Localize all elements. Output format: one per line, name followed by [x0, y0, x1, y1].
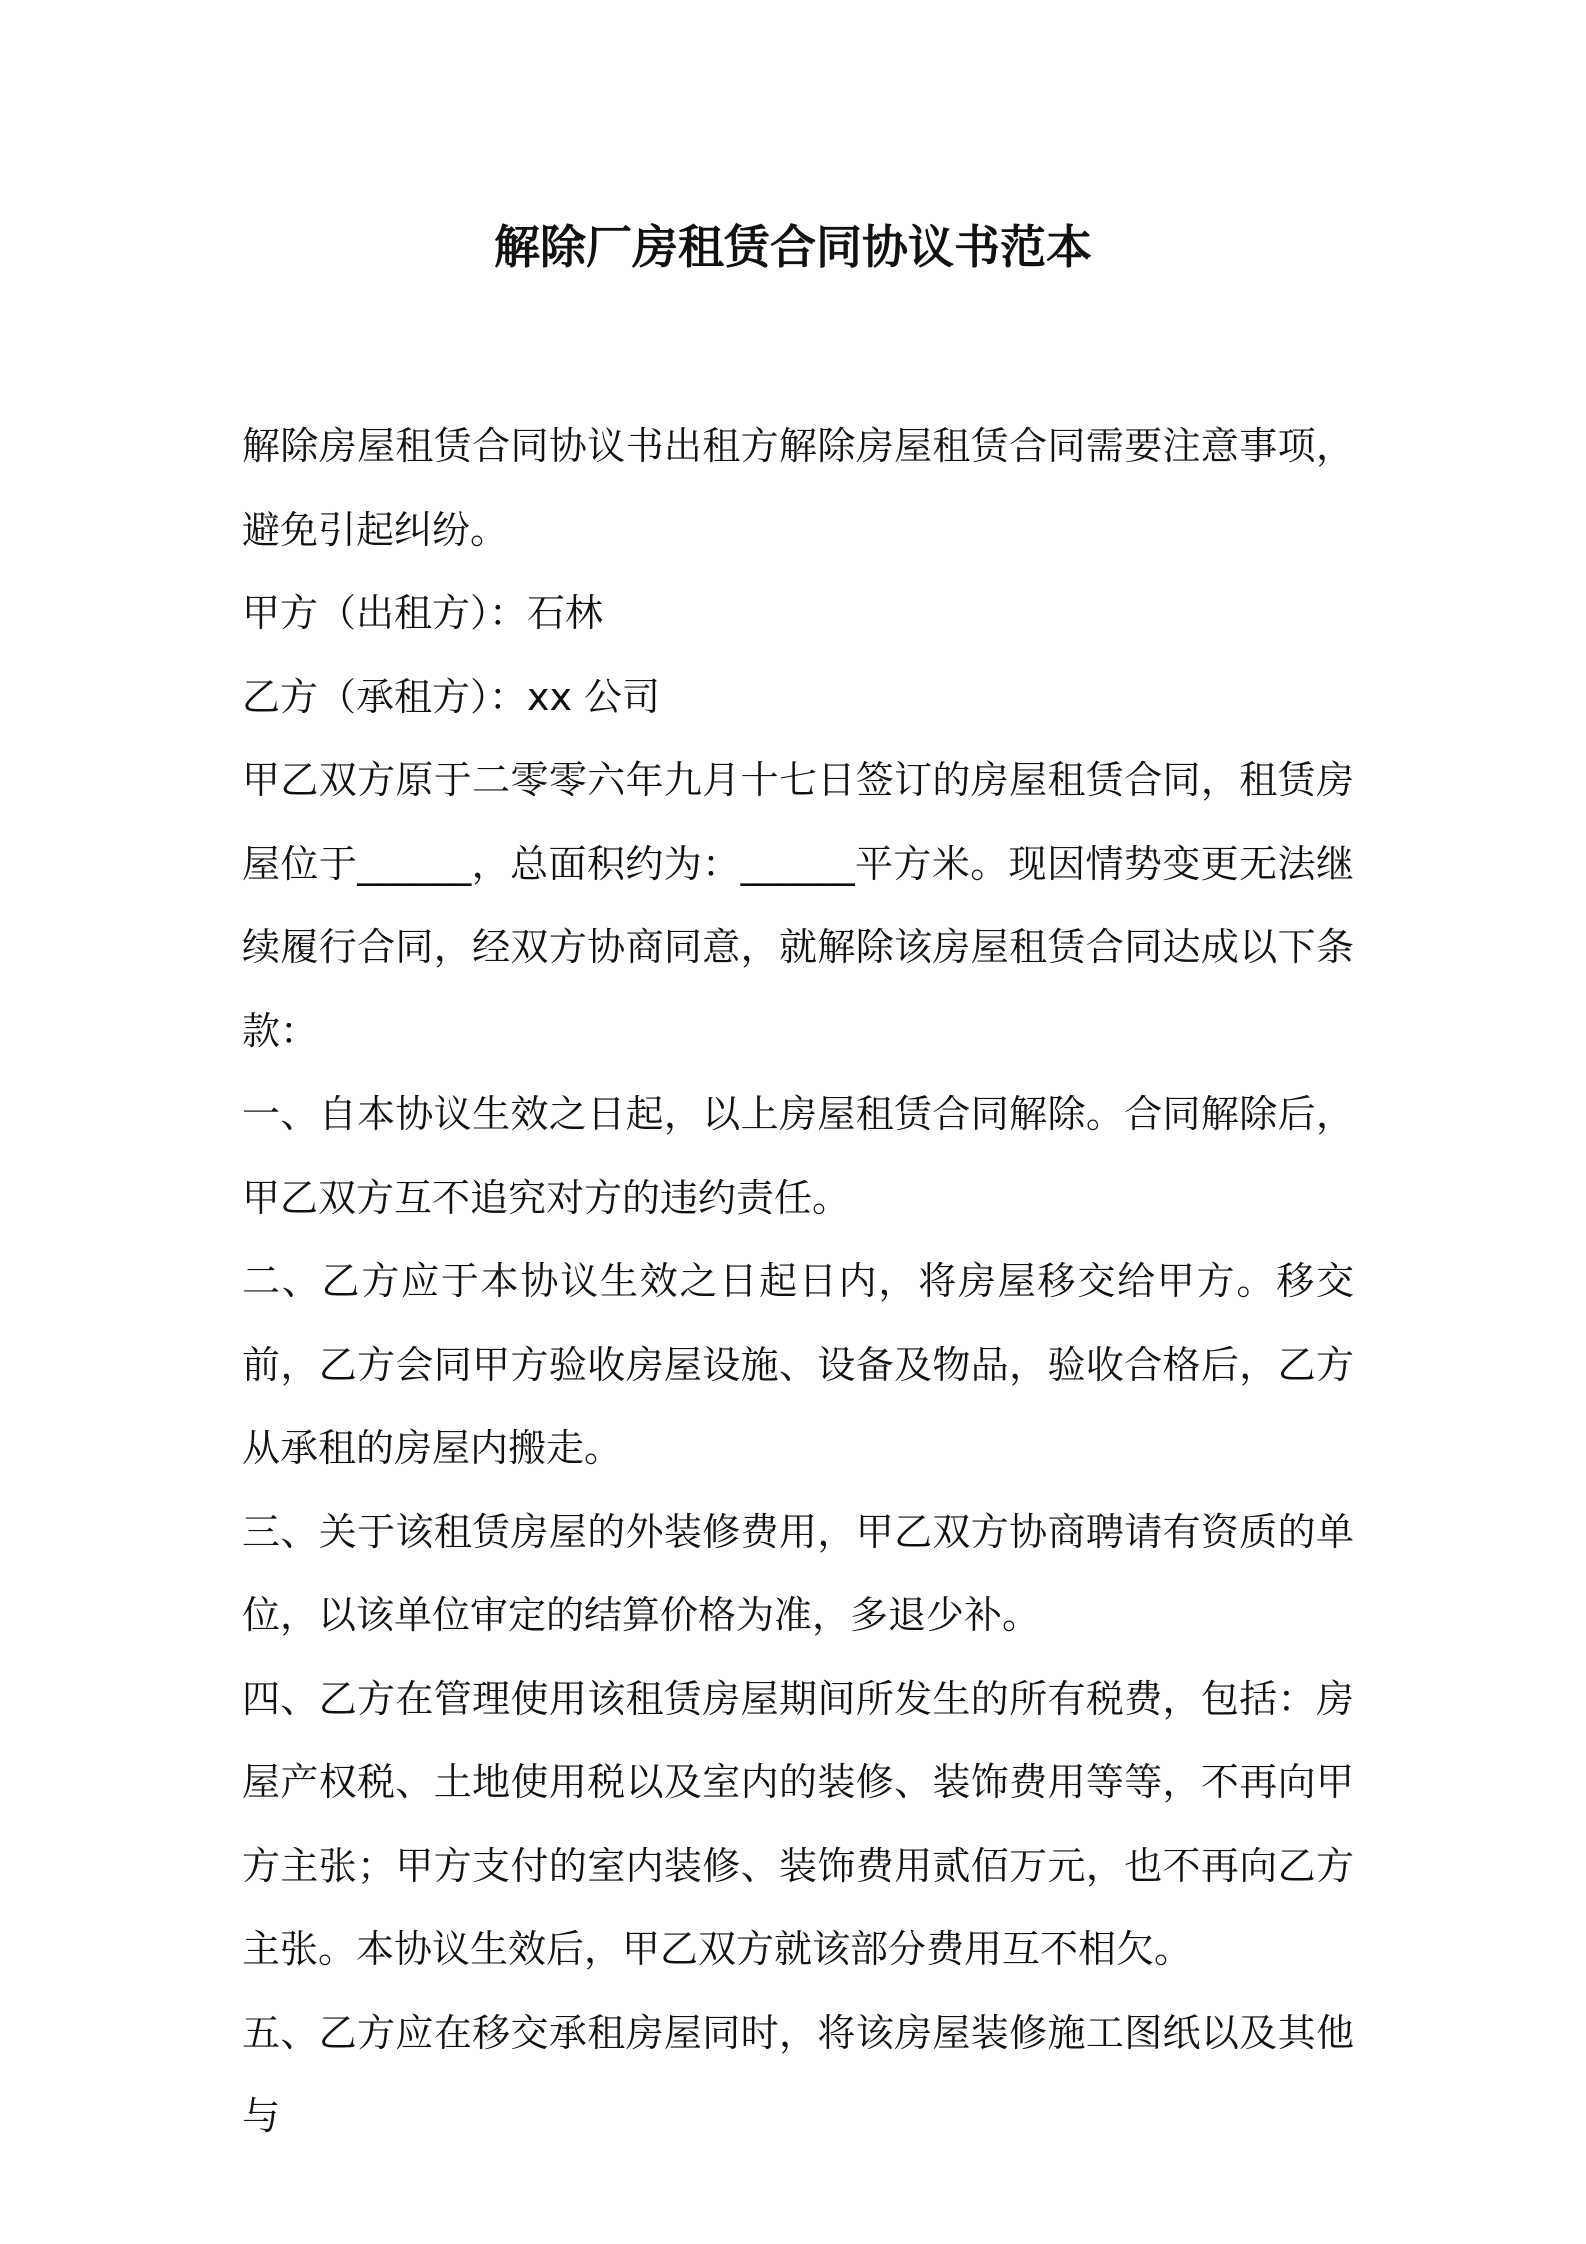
clause-3: 三、关于该租赁房屋的外装修费用，甲乙双方协商聘请有资质的单位，以该单位审定的结算价格为准，多退少补。 [242, 1509, 1354, 1637]
clause-2: 二、乙方应于本协议生效之日起日内，将房屋移交给甲方。移交前，乙方会同甲方验收房屋设施、设备及物品，验收合格后，乙方从承租的房屋内搬走。 [242, 1259, 1354, 1470]
party-a-line: 甲方（出租方）：石林 [242, 591, 604, 635]
clause-4: 四、乙方在管理使用该租赁房屋期间所发生的所有税费，包括：房屋产权税、土地使用税以及室内的装修、装饰费用等等，不再向甲方主张；甲方支付的室内装修、装饰费用贰佰万元，也不再向乙方主张。本协议生效后，甲乙双方就该部分费用互不相欠。 [242, 1676, 1354, 1971]
background-paragraph: 甲乙双方原于二零零六年九月十七日签订的房屋租赁合同，租赁房屋位于______，总面积约为：______平方米。现因情势变更无法继续履行合同，经双方协商同意，就解除该房屋租赁合同达成以下条款： [242, 758, 1354, 1053]
clause-1: 一、自本协议生效之日起，以上房屋租赁合同解除。合同解除后，甲乙双方互不追究对方的违约责任。 [242, 1092, 1354, 1220]
party-b-line: 乙方（承租方）：xx 公司 [242, 674, 661, 719]
intro-paragraph: 解除房屋租赁合同协议书出租方解除房屋租赁合同需要注意事项，避免引起纠纷。 [242, 424, 1354, 552]
clause-5: 五、乙方应在移交承租房屋同时，将该房屋装修施工图纸以及其他与 [242, 2010, 1354, 2138]
document-title: 解除厂房租赁合同协议书范本 [494, 220, 1092, 274]
document-body [242, 405, 1354, 2159]
